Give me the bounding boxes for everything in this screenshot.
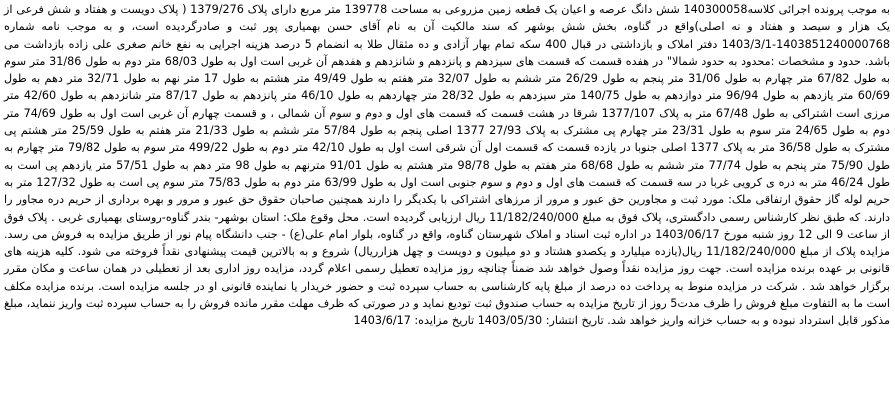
auction-notice-text: به موجب پرونده اجرائی کلاسه140300058 شش دانگ عرصه و اعیان یک قطعه زمین مزروعی به مساحت 139778 متر مربع دارای پلاک 1379/276 ( پلاک دویست و هفتاد و شش فرعی از یک هزار و سیصد و هفتاد و نه اصلی)واقع در گناوه، بخش شش بوشهر که سند مالکیت آن به نام آقای حسن بهمیاری پور ثبت و صادرگردیده است، و به موجب نامه شماره 1403851240000768-1403/3/1 دفتر املاک و بازداشتی در قبال 400 سکه تمام بهار آزادی و ده مثقال طلا به انضمام 5 درصد هزینه اجرایی به نفع خانم صغری علی زاده بازداشت می باشد. حدود و مشخصات :محدود به حدود شمالا" در هفده قسمت که قسمت های سیزدهم و پانزدهم و شانزدهم و هفدهم آن غربی است اول به طول 68/03 متر دوم به طول 31/86 متر سوم به طول 67/82 متر چهارم به طول 31/06 متر پنجم به طول 26/29 متر ششم به طول 32/07 متر هفتم به طول 49/49 متر هشتم به طول 17 متر نهم به طول 32/71 متر دهم به طول 60/69 متر یازدهم به طول 96/94 متر دوازدهم به طول 140/75 متر سیزدهم به طول 28/32 متر چهاردهم به طول 46/10 متر پانزدهم به طول 87/17 متر شانزدهم به طول 42/60 متر مرزی است اشتراکی به طول 67/48 متر به پلاک 1377/107 شرقا در هشت قسمت که قسمت های اول و دوم و سوم آن شمالی ، و قسمت چهارم آن غربی است اول به طول 74/69 متر دوم به طول 24/65 متر سوم به طول 23/31 متر چهارم پی مشترک به پلاک 27/93 1377 اصلی پنجم به طول 57/84 متر ششم به طول 21/33 متر هفتم به طول 25/59 متر هشتم پی مشترک به طول 36/58 متر به پلاک 1377 اصلی جنوبا در یازده قسمت که قسمت اول آن شرقی است اول به طول 42/10 متر دوم به طول 499/22 متر سوم به طول 79/82 متر چهارم به طول 75/90 متر پنجم به طول 77/74 متر ششم به طول 68/68 متر هفتم به طول 98/78 متر هشتم به طول 91/01 مترنهم به طول 98 متر دهم به طول 57/51 متر یازدهم پی است به طول 46/24 متر به دره ی کرویی غربا در سه قسمت که قسمت های اول و دوم و سوم جنوبی است اول به طول 63/99 متر دوم به طول 75/83 متر سوم پی است به طول 127/32 متر به حریم لوله گاز حقوق ارتفاقی ملک: مورد ثبت و مجاورین حق عبور و مرور از مرزهای اشتراکی با یکدیگر را دارند همچنین صاحبان حقوق حق عبور و مرور و بهره برداری از حریم دره مجاور را دارند. که طبق نظر کارشناس رسمی دادگستری، پلاک فوق به مبلغ 11/182/240/000 ریال ارزیابی گردیده است. محل وقوع ملک: استان بوشهر- بندر گناوه-روستای بهمیاری غربی . پلاک فوق از ساعت 9 الی 12 روز شنبه مورخ 1403/06/17 در اداره ثبت اسناد و املاک شهرستان گناوه، واقع در گناوه، بلوار امام علی(ع) - جنب دانشگاه پیام نور از طریق مزایده به فروش می رسد. مزایده پلاک از مبلغ 11/182/240/000 ریال(یازده میلیارد و یکصدو هشتاد و دو میلیون و دویست و چهل هزارریال) شروع و به بالاترین قیمت پیشنهادی نقداً فروخته می شود. کلیه هزینه های قانونی بر عهده برنده مزایده است. جهت روز مزایده نقداً وصول خواهد شد ضمناً چنانچه روز مزایده تعطیل رسمی اعلام گردد، مزایده روز اداری بعد از تعطیلی در همان ساعت و مکان مقرر برگزار خواهد شد . شرکت در مزایده منوط به پرداخت ده درصد از مبلغ پایه کارشناسی به حساب سپرده ثبت و حضور خریدار یا نماینده قانونی او در جلسه مزایده است. برنده مزایده مکلف است ما به التفاوت مبلغ فروش را ظرف مدت5 روز از تاریخ مزایده به حساب صندوق ثبت تودیع نماید و در صورتی که ظرف مهلت مقرر مانده فروش را به حساب سپرده ثبت واریز ننماید، مبلغ مذکور قابل استرداد نبوده و به حساب خزانه واریز خواهد شد. تاریخ انتشار: 1403/05/30 تاریخ مزایده: 1403/6/17 bbox=[4, 3, 891, 328]
